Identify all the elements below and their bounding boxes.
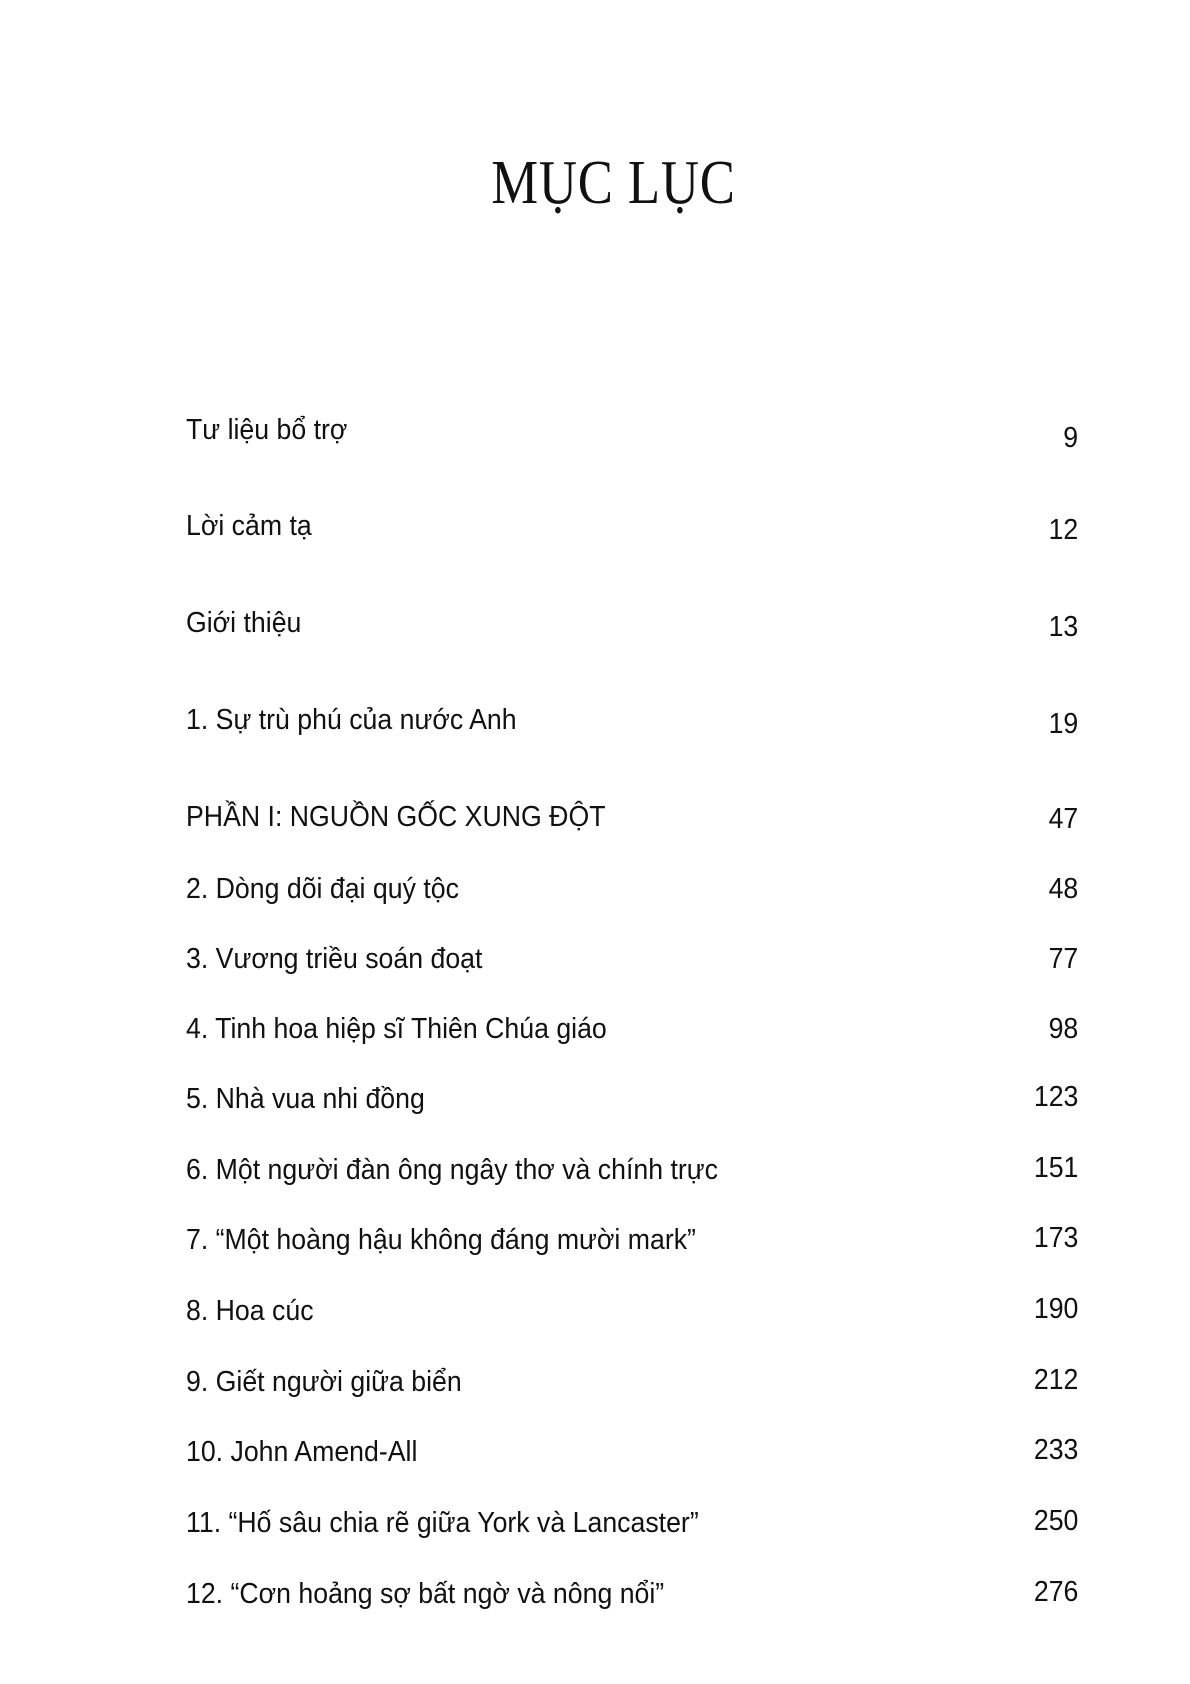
toc-entry[interactable]	[186, 1291, 1078, 1331]
toc-entry[interactable]	[186, 1432, 1078, 1472]
toc-entry[interactable]	[186, 1009, 1078, 1049]
toc-entry[interactable]	[186, 506, 1078, 546]
toc-entry[interactable]	[186, 700, 1078, 740]
toc-entry-page: 77	[1048, 943, 1078, 975]
toc-entry-page: 151	[1033, 1152, 1078, 1184]
toc-entry-label: 1. Sự trù phú của nước Anh	[186, 704, 517, 736]
toc-entry-label: 12. “Cơn hoảng sợ bất ngờ và nông nổi”	[186, 1578, 665, 1610]
toc-entry[interactable]	[186, 603, 1078, 643]
toc-entry-page: 19	[1048, 708, 1078, 740]
page-title: MỤC LỤC	[491, 149, 736, 217]
toc-entry-label: 3. Vương triều soán đoạt	[186, 943, 483, 975]
toc-entry-label: 4. Tinh hoa hiệp sĩ Thiên Chúa giáo	[186, 1013, 607, 1045]
toc-entry-label: Giới thiệu	[186, 607, 302, 639]
toc-entry-page: 276	[1033, 1576, 1078, 1608]
toc-entry-page: 98	[1048, 1013, 1078, 1045]
toc-entry[interactable]	[186, 869, 1078, 909]
toc-entry-page: 233	[1033, 1434, 1078, 1466]
toc-entry-page: 250	[1033, 1505, 1078, 1537]
toc-entry-page: 212	[1033, 1364, 1078, 1396]
toc-entry[interactable]	[186, 939, 1078, 979]
toc-entry-label: 11. “Hố sâu chia rẽ giữa York và Lancaster”	[186, 1507, 699, 1539]
toc-entry-label: 5. Nhà vua nhi đồng	[186, 1083, 425, 1115]
toc-entry-page: 123	[1033, 1081, 1078, 1113]
toc-entry-label: Lời cảm tạ	[186, 510, 312, 542]
toc-entry[interactable]	[186, 1362, 1078, 1402]
toc-entry-page: 48	[1048, 873, 1078, 905]
toc-entry[interactable]	[186, 1503, 1078, 1543]
toc-entry[interactable]	[186, 1150, 1078, 1190]
toc-entry-page: 13	[1048, 611, 1078, 643]
toc-entry-label: PHẦN I: NGUỒN GỐC XUNG ĐỘT	[186, 801, 606, 833]
toc-entry[interactable]	[186, 1574, 1078, 1614]
toc-entry-label: 6. Một người đàn ông ngây thơ và chính trực	[186, 1154, 718, 1186]
toc-entry-label: 9. Giết người giữa biển	[186, 1366, 462, 1398]
toc-entry-page: 9	[1063, 422, 1078, 454]
toc-entry[interactable]	[186, 1220, 1078, 1260]
toc-entry-label: 8. Hoa cúc	[186, 1295, 314, 1327]
toc-entry[interactable]	[186, 410, 1078, 454]
toc-entry-page: 47	[1048, 803, 1078, 835]
toc-entry-page: 190	[1033, 1293, 1078, 1325]
toc-entry-label: 2. Dòng dõi đại quý tộc	[186, 873, 459, 905]
toc-entry-label: 10. John Amend-All	[186, 1436, 418, 1468]
toc-entry-label: Tư liệu bổ trợ	[186, 414, 348, 446]
toc-entry-page: 173	[1033, 1222, 1078, 1254]
toc-entry[interactable]	[186, 1079, 1078, 1119]
toc-part-heading[interactable]	[186, 797, 1078, 837]
toc-entry-page: 12	[1048, 514, 1078, 546]
toc-entry-label: 7. “Một hoàng hậu không đáng mười mark”	[186, 1224, 696, 1256]
